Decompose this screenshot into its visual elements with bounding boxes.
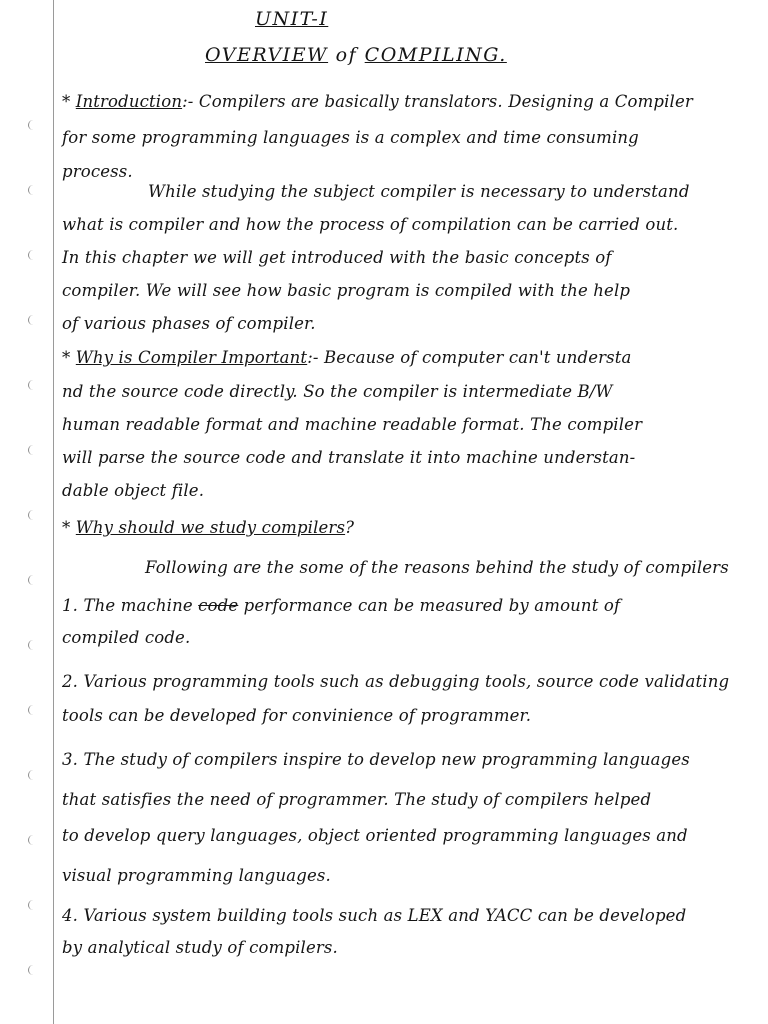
handwritten-line: 2. Various programming tools such as debugging tools, source code validating <box>62 672 730 691</box>
handwritten-line: 3. The study of compilers inspire to develop new programming languages <box>62 750 690 769</box>
handwritten-line: tools can be developed for convinience of programmer. <box>62 706 532 725</box>
handwritten-line: of various phases of compiler. <box>62 314 316 333</box>
handwritten-line: human readable format and machine readable format. The compiler <box>62 415 643 434</box>
struck-word: code <box>198 596 239 615</box>
section-heading-why-important: Why is Compiler Important <box>75 348 308 367</box>
section-heading-introduction: Introduction <box>75 92 183 111</box>
line-text: The machine <box>83 596 199 615</box>
handwritten-line: process. <box>62 162 133 181</box>
handwritten-line: Following are the some of the reasons behind the study of compilers <box>145 558 729 577</box>
handwritten-line: While studying the subject compiler is necessary to understand <box>148 182 690 201</box>
title-word-of: of <box>335 44 358 66</box>
handwritten-line <box>62 348 632 367</box>
handwritten-line: by analytical study of compilers. <box>62 938 338 957</box>
list-number: 1. <box>62 596 84 615</box>
handwritten-line <box>62 596 620 615</box>
title-word-compiling: COMPILING. <box>364 44 507 66</box>
handwritten-line: 4. Various system building tools such as LEX and YACC can be developed <box>62 906 687 925</box>
section-heading-why-study: Why should we study compilers <box>75 518 346 537</box>
line-text: ? <box>345 518 355 537</box>
handwritten-line: In this chapter we will get introduced with the basic concepts of <box>62 248 612 267</box>
handwritten-line <box>62 92 693 111</box>
handwritten-line: dable object file. <box>62 481 205 500</box>
bullet: * <box>62 92 76 111</box>
handwritten-line <box>62 518 354 537</box>
handwritten-line: for some programming languages is a complex and time consuming <box>62 128 639 147</box>
handwritten-line: what is compiler and how the process of compilation can be carried out. <box>62 215 679 234</box>
handwritten-line: to develop query languages, object oriented programming languages and <box>62 826 688 845</box>
handwritten-line: that satisfies the need of programmer. The study of compilers helped <box>62 790 652 809</box>
handwritten-line: visual programming languages. <box>62 866 331 885</box>
line-text: :- Because of computer can't understa <box>307 348 632 367</box>
unit-heading: UNIT-I <box>255 8 329 30</box>
bullet: * <box>62 348 76 367</box>
handwritten-line: compiler. We will see how basic program is compiled with the help <box>62 281 631 300</box>
page-title <box>205 44 507 66</box>
margin-rule <box>53 0 54 1024</box>
handwritten-line: compiled code. <box>62 628 191 647</box>
handwritten-line: will parse the source code and translate it into machine understan- <box>62 448 636 467</box>
line-text: performance can be measured by amount of <box>238 596 621 615</box>
bullet: * <box>62 518 76 537</box>
handwritten-line: nd the source code directly. So the compiler is intermediate B/W <box>62 382 613 401</box>
title-word-overview: OVERVIEW <box>205 44 329 66</box>
line-text: :- Compilers are basically translators. Designing a Compiler <box>182 92 693 111</box>
